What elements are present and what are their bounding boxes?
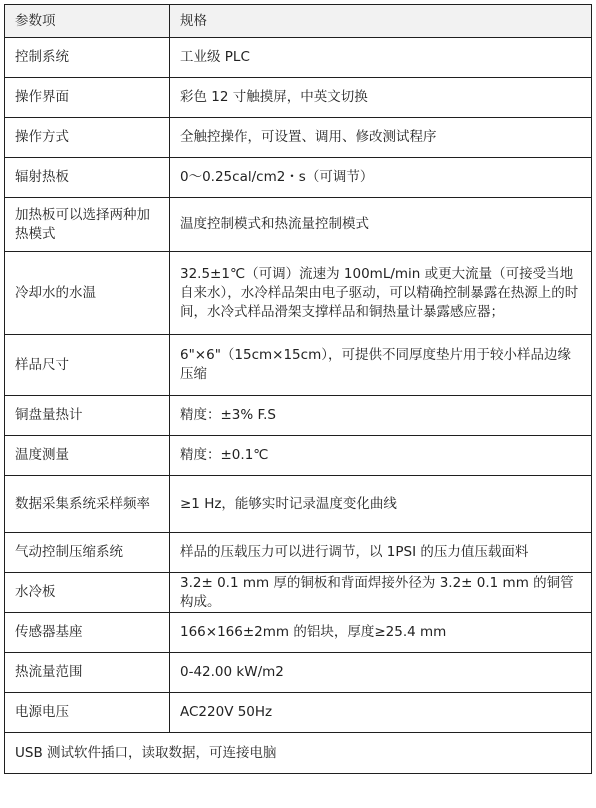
row-param: 气动控制压缩系统 (5, 533, 170, 573)
row-spec: 温度控制模式和热流量控制模式 (170, 198, 592, 252)
row-spec: 166×166±2mm 的铝块，厚度≥25.4 mm (170, 613, 592, 653)
table-footer-row (5, 733, 592, 774)
row-param: 冷却水的水温 (5, 252, 170, 335)
row-spec: 6"×6"（15cm×15cm），可提供不同厚度垫片用于较小样品边缘压缩 (170, 335, 592, 396)
table-row (5, 335, 592, 396)
row-spec: ≥1 Hz，能够实时记录温度变化曲线 (170, 476, 592, 533)
row-param: 加热板可以选择两种加热模式 (5, 198, 170, 252)
row-param: 温度测量 (5, 436, 170, 476)
table-row (5, 158, 592, 198)
header-spec: 规格 (170, 5, 592, 38)
table-row (5, 38, 592, 78)
header-param: 参数项 (5, 5, 170, 38)
row-param: 水冷板 (5, 573, 170, 613)
table-row (5, 693, 592, 733)
table-header-row (5, 5, 592, 38)
row-spec: 样品的压载压力可以进行调节，以 1PSI 的压力值压载面料 (170, 533, 592, 573)
row-spec: 3.2± 0.1 mm 厚的铜板和背面焊接外径为 3.2± 0.1 mm 的铜管构成。 (170, 573, 592, 613)
table-row (5, 653, 592, 693)
footer-note: USB 测试软件插口，读取数据，可连接电脑 (5, 733, 592, 774)
table-row (5, 476, 592, 533)
row-param: 电源电压 (5, 693, 170, 733)
row-param: 热流量范围 (5, 653, 170, 693)
row-param: 数据采集系统采样频率 (5, 476, 170, 533)
row-param: 控制系统 (5, 38, 170, 78)
row-param: 操作界面 (5, 78, 170, 118)
row-spec: 工业级 PLC (170, 38, 592, 78)
spec-table (4, 4, 592, 774)
row-param: 样品尺寸 (5, 335, 170, 396)
row-param: 铜盘量热计 (5, 396, 170, 436)
table-row (5, 118, 592, 158)
row-spec: AC220V 50Hz (170, 693, 592, 733)
row-spec: 精度：±0.1℃ (170, 436, 592, 476)
row-param: 辐射热板 (5, 158, 170, 198)
table-row (5, 252, 592, 335)
table-row (5, 573, 592, 613)
row-spec: 0-42.00 kW/m2 (170, 653, 592, 693)
table-row (5, 613, 592, 653)
row-spec: 精度：±3% F.S (170, 396, 592, 436)
row-spec: 0～0.25cal/cm2・s（可调节） (170, 158, 592, 198)
row-param: 传感器基座 (5, 613, 170, 653)
table-row (5, 396, 592, 436)
table-row (5, 198, 592, 252)
row-param: 操作方式 (5, 118, 170, 158)
row-spec: 彩色 12 寸触摸屏，中英文切换 (170, 78, 592, 118)
row-spec: 全触控操作，可设置、调用、修改测试程序 (170, 118, 592, 158)
table-row (5, 533, 592, 573)
spec-sheet (4, 4, 592, 774)
table-row (5, 436, 592, 476)
table-row (5, 78, 592, 118)
row-spec: 32.5±1℃（可调）流速为 100mL/min 或更大流量（可接受当地自来水），水冷样品架由电子驱动，可以精确控制暴露在热源上的时间，水冷式样品滑架支撑样品和铜热量计暴露感应器； (170, 252, 592, 335)
